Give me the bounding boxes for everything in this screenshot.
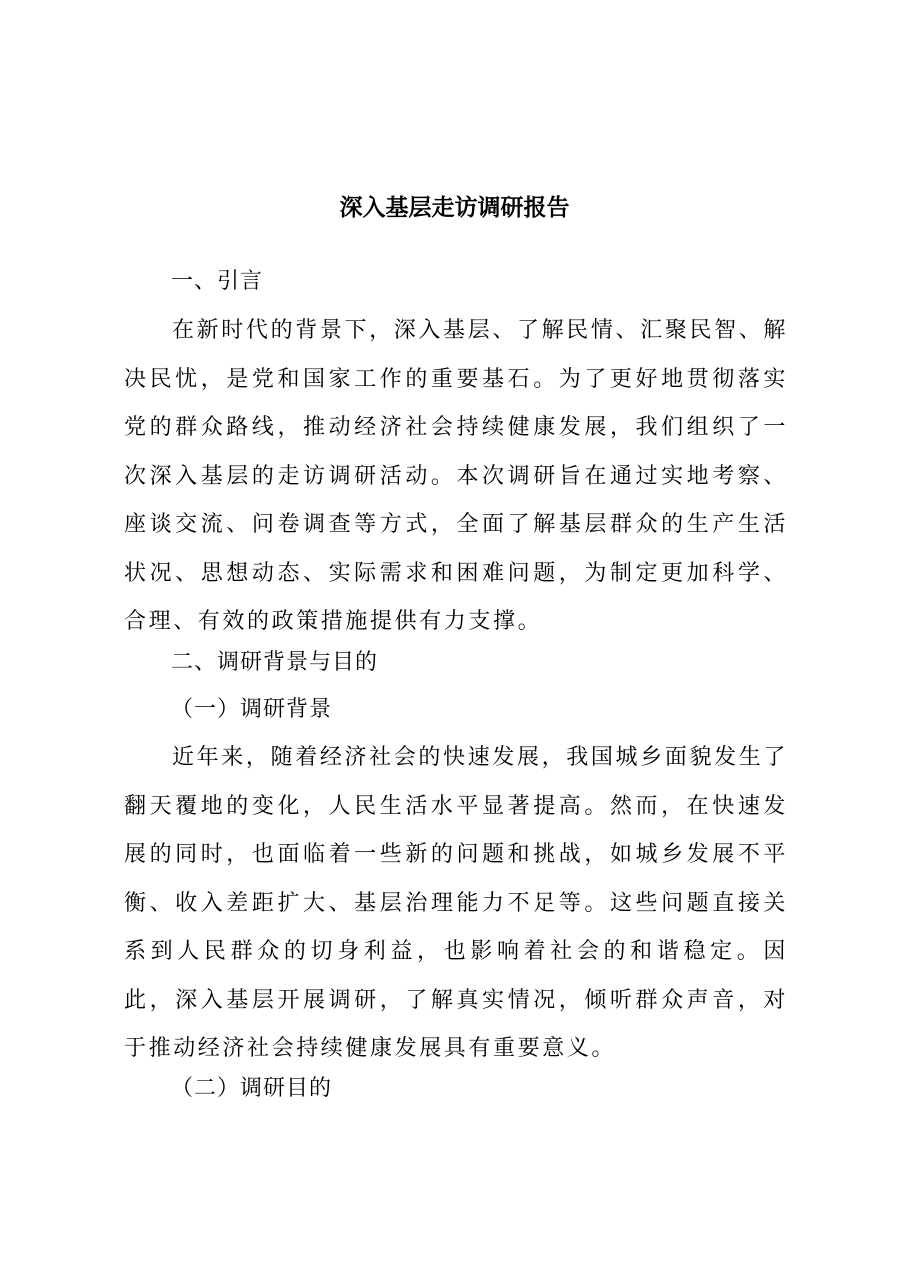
background-paragraph: 近年来，随着经济社会的快速发展，我国城乡面貌发生了翻天覆地的变化，人民生活水平显著提高。然而，在快速发展的同时，也面临着一些新的问题和挑战，如城乡发展不平衡、收入差距扩大、基层治理能力不足等。这些问题直接关系到人民群众的切身利益，也影响着社会的和谐稳定。因此，深入基层开展调研，了解真实情况，倾听群众声音，对于推动经济社会持续健康发展具有重要意义。 (124, 745, 788, 1061)
document-title: 深入基层走访调研报告 (339, 194, 570, 221)
section-heading-background-purpose: 二、调研背景与目的 (171, 650, 379, 675)
subsection-heading-purpose: （二）调研目的 (171, 1076, 333, 1101)
introduction-paragraph: 在新时代的背景下，深入基层、了解民情、汇聚民智、解决民忧，是党和国家工作的重要基石。为了更好地贯彻落实党的群众路线，推动经济社会持续健康发展，我们组织了一次深入基层的走访调研活动。本次调研旨在通过实地考察、座谈交流、问卷调查等方式，全面了解基层群众的生产生活状况、思想动态、实际需求和困难问题，为制定更加科学、合理、有效的政策措施提供有力支撑。 (124, 318, 788, 634)
subsection-heading-background: （一）调研背景 (171, 697, 333, 722)
section-heading-introduction: 一、引言 (171, 269, 264, 294)
